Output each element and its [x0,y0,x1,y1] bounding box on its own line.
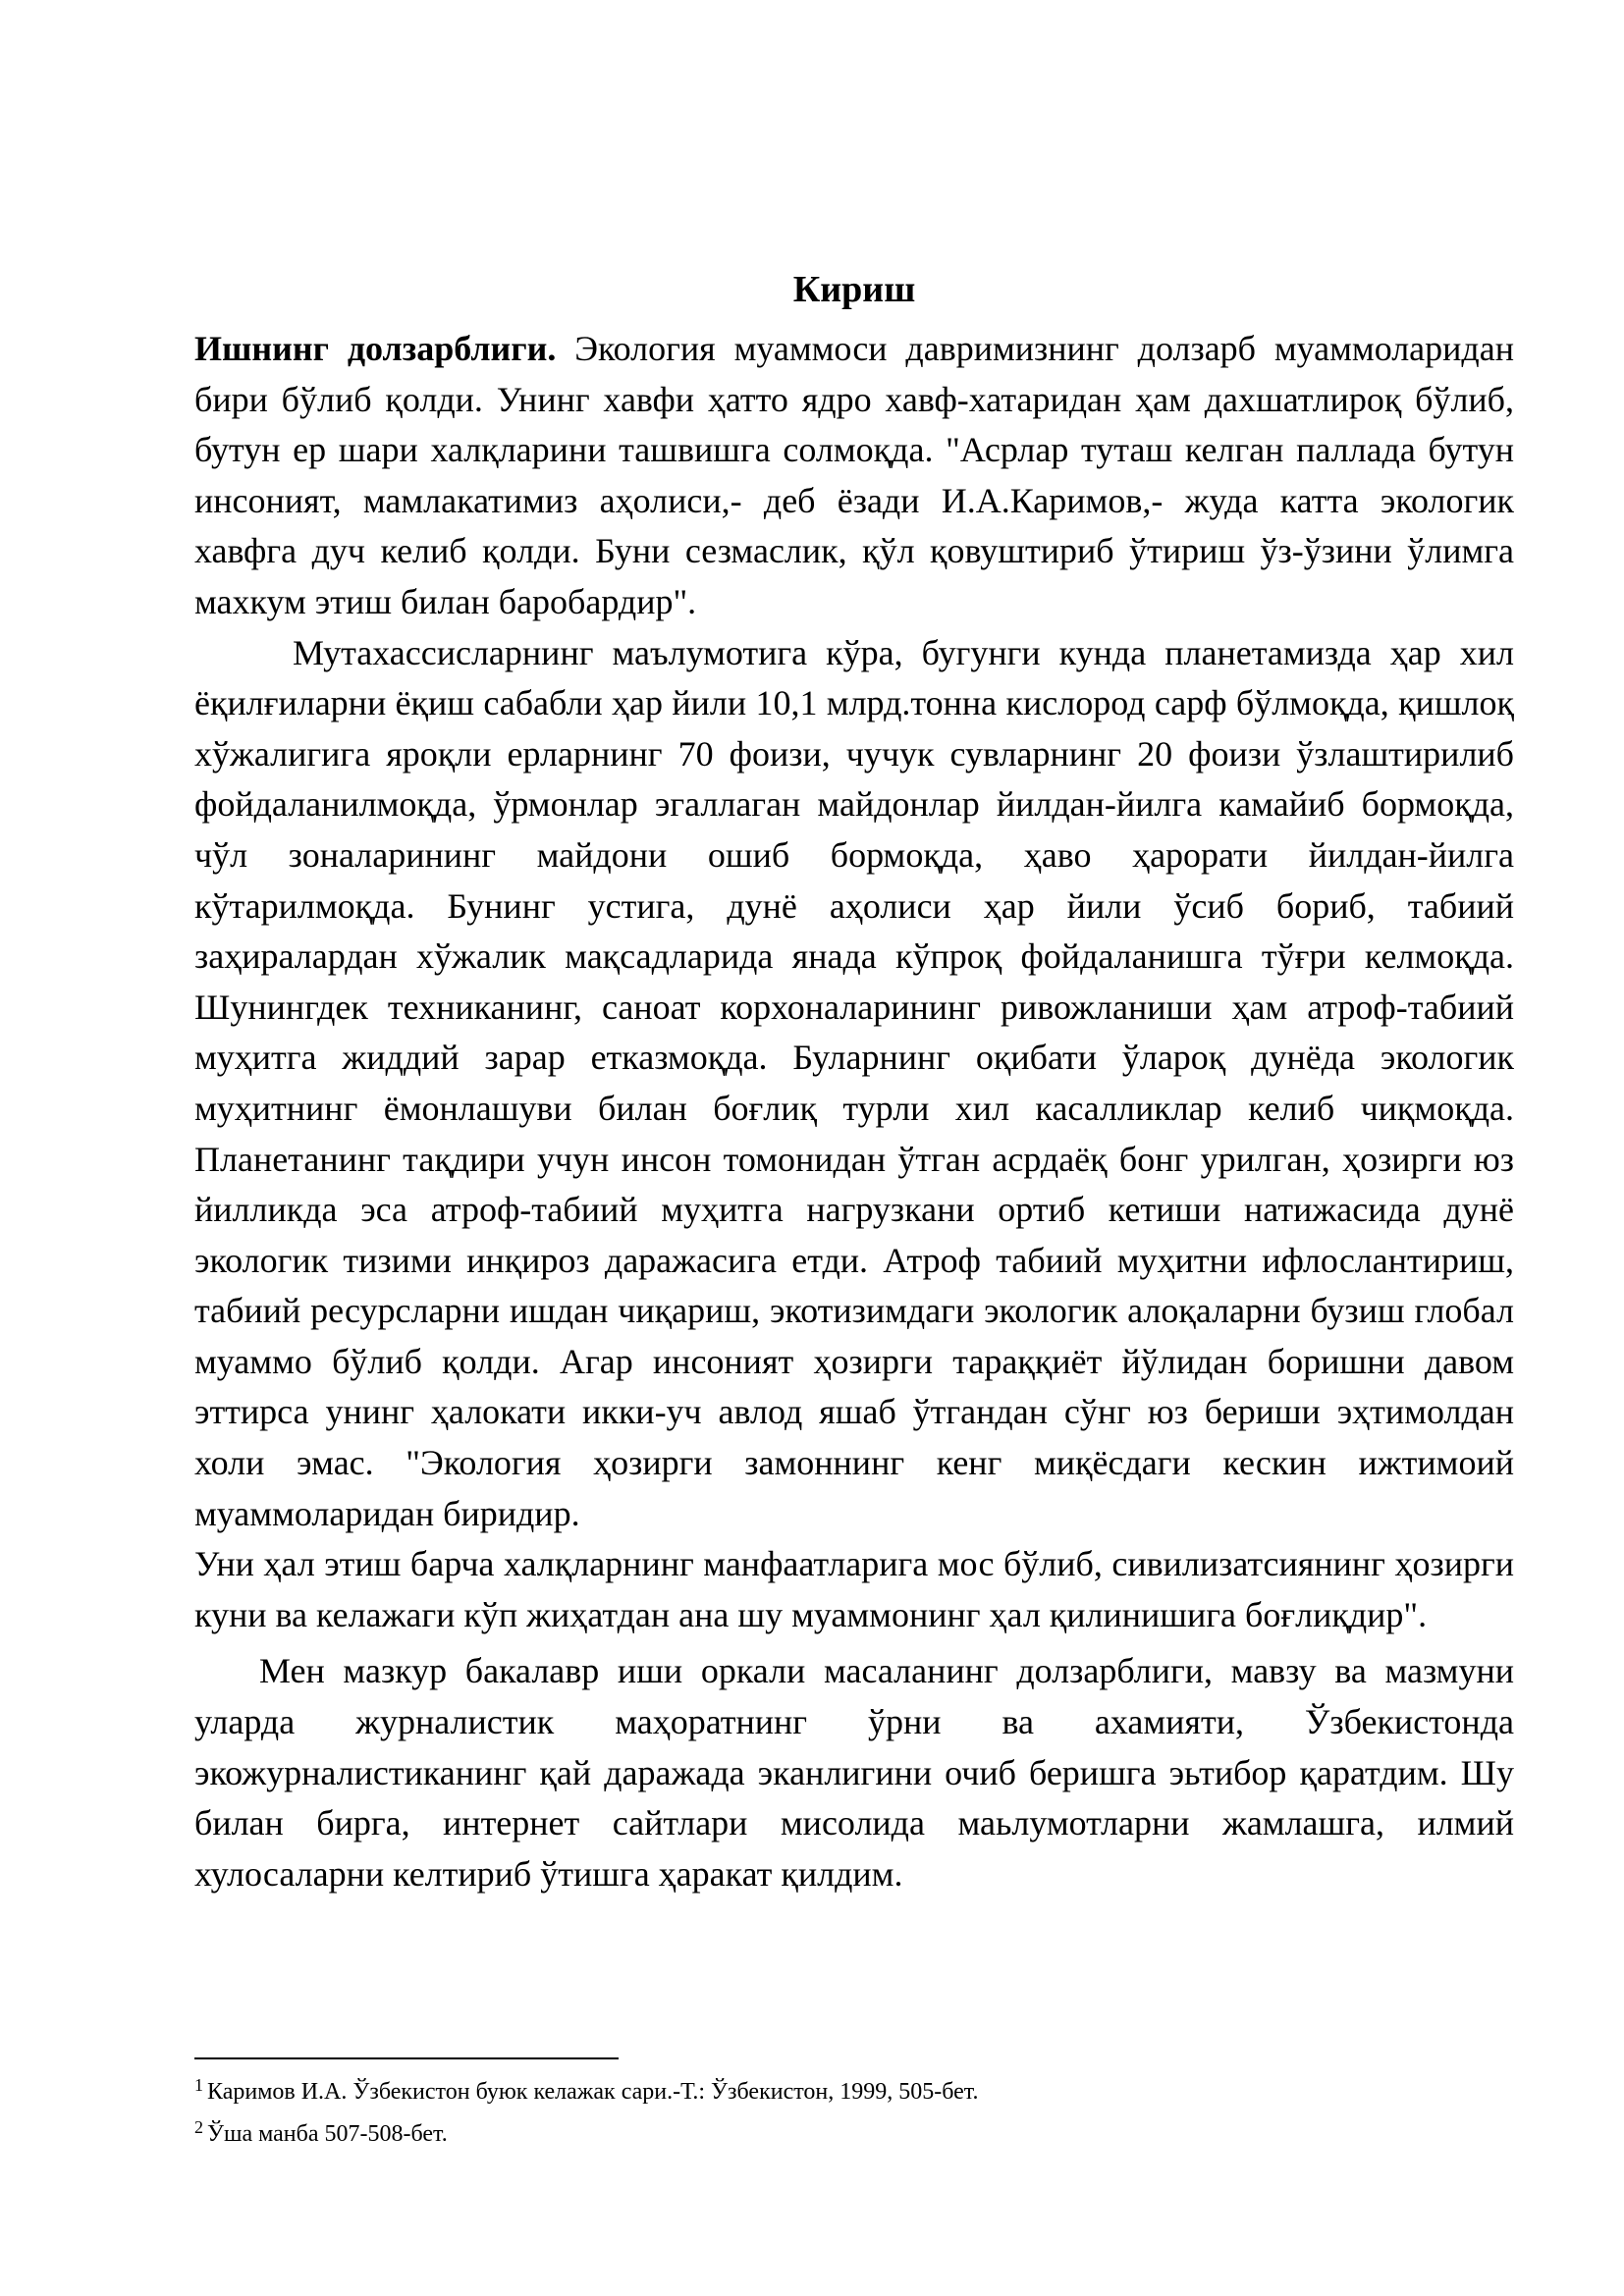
footnote-2 [194,2109,1514,2152]
footnote-2-marker: 2 [194,2117,203,2137]
footnote-1-text: Каримов И.А. Ўзбекистон буюк келажак сари.-Т.: Ўзбекистон, 1999, 505-бет. [207,2079,979,2105]
document-page [194,265,1514,1899]
relevance-text: Экология муаммоси давримизнинг долзарб муаммоларидан бири бўлиб қолди. Унинг хавфи ҳатто ядро хавф-хатаридан ҳам дахшатлироқ бўлиб, бутун ер шари халқларини ташвишга солмоқда. "Асрлар туташ келган паллада бутун инсоният, мамлакатимиз аҳолиси,- деб ёзади И.А.Каримов,- жуда катта экологик хавфга дуч келиб қолди. Буни сезмаслик, қўл қовуштириб ўтириш ўз-ўзини ўлимга махкум этиш билан баробардир". [194,329,1514,621]
paragraph-thesis-goal: Мен мазкур бакалавр иши оркали масаланинг долзарблиги, мавзу ва мазмуни уларда журналистик маҳоратнинг ўрни ва ахамияти, Ўзбекистонда экожурналистиканинг қай даражада эканлигини очиб беришга эьтибор қаратдим. Шу билан бирга, интернет сайтлари мисолида маьлумотларни жамлашга, илмий хулосаларни келтириб ўтишга ҳаракат қилдим. [194,1651,1514,1894]
footnote-2-text: Ўша манба 507-508-бет. [207,2121,448,2147]
paragraph-quote-end: Уни ҳал этиш барча халқларнинг манфаатларига мос бўлиб, сивилизатсиянинг ҳозирги куни ва келажаги кўп жиҳатдан ана шу муаммонинг ҳал қилинишига боғлиқдир". [194,1544,1514,1634]
paragraph-experts: Мутахассисларнинг маълумотига кўра, бугунги кунда планетамизда ҳар хил ёқилғиларни ёқиш сабабли ҳар йили 10,1 млрд.тонна кислород сарф бўлмоқда, қишлоқ хўжалигига яроқли ерларнинг 70 фоизи, чучук сувларнинг 20 фоизи ўзлаштирилиб фойдаланилмоқда, ўрмонлар эгаллаган майдонлар йилдан-йилга камайиб бормоқда, чўл зоналарининг майдони ошиб бормоқда, ҳаво ҳарорати йилдан-йилга кўтарилмоқда. Бунинг устига, дунё аҳолиси ҳар йили ўсиб бориб, табиий заҳиралардан хўжалик мақсадларида янада кўпроқ фойдаланишга тўғри келмоқда. Шунингдек техниканинг, саноат корхоналарининг ривожланиши ҳам атроф-табиий муҳитга жиддий зарар етказмоқда. Буларнинг оқибати ўлароқ дунёда экологик муҳитнинг ёмонлашуви билан боғлиқ турли хил касалликлар келиб чиқмоқда. Планетанинг тақдири учун инсон томонидан ўтган асрдаёқ бонг урилган, ҳозирги юз йилликда эса атроф-табиий муҳитга нагрузкани ортиб кетиши натижасида дунё экологик тизими инқироз даражасига етди. Атроф табиий муҳитни ифлослантириш, табиий ресурсларни ишдан чиқариш, экотизимдаги экологик алоқаларни бузиш глобал муаммо бўлиб қолди. Агар инсоният ҳозирги тараққиёт йўлидан боришни давом эттирса унинг ҳалокати икки-уч авлод яшаб ўтгандан сўнг юз бериши эҳтимолдан холи эмас. "Экология ҳозирги замоннинг кенг миқёсдаги кескин ижтимоий муаммоларидан биридир. [194,632,1514,1533]
paragraph-relevance [194,324,1514,628]
footnote-1-marker: 1 [194,2075,203,2095]
footnote-1 [194,2067,1514,2109]
page-title: Кириш [792,269,916,310]
footnote-divider [194,2057,619,2059]
relevance-heading: Ишнинг долзарблиги. [194,329,557,368]
footnotes [194,2057,1514,2152]
